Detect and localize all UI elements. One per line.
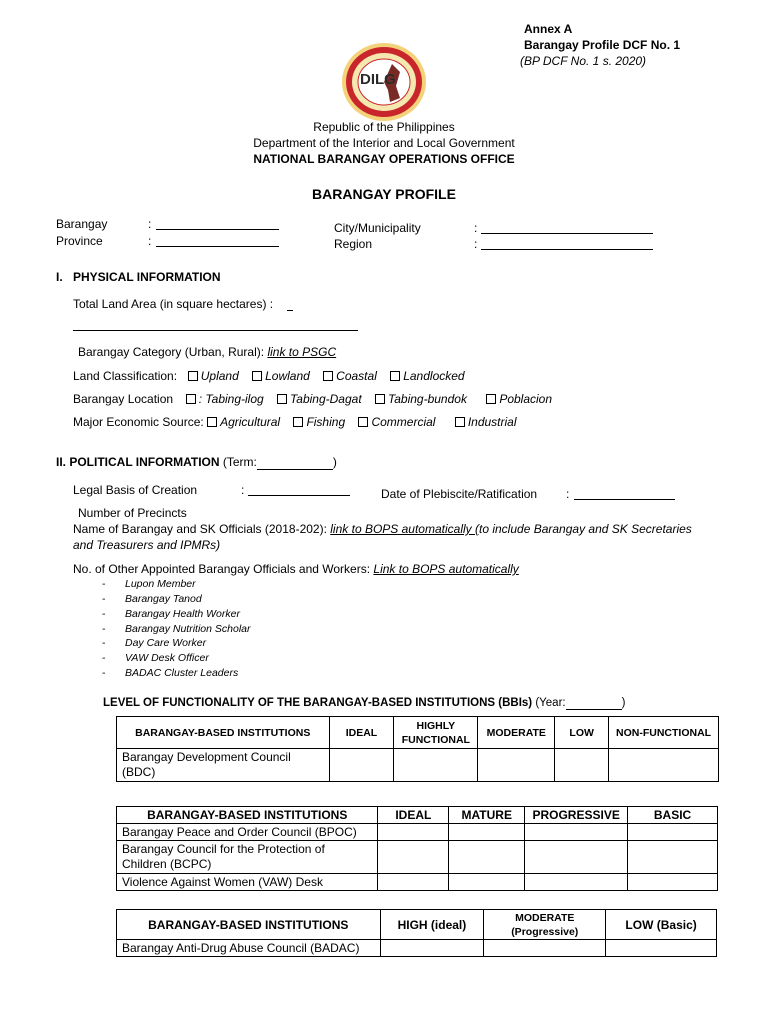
column-header: BASIC [628, 807, 718, 824]
section1-heading: PHYSICAL INFORMATION [73, 270, 221, 284]
economic-label: Major Economic Source: [73, 415, 204, 429]
precincts-label: Number of Precincts [78, 506, 187, 520]
column-header: BARANGAY-BASED INSTITUTIONS [117, 910, 381, 940]
province-field[interactable] [156, 246, 279, 247]
land-area-label: Total Land Area (in square hectares) : [73, 297, 274, 311]
rating-cell[interactable] [606, 940, 717, 957]
checkbox-icon[interactable] [188, 371, 198, 381]
column-header: PROGRESSIVE [525, 807, 628, 824]
checkbox-icon[interactable] [455, 417, 465, 427]
header-department: Department of the Interior and Local Government [253, 136, 515, 150]
city-colon: : [474, 221, 478, 235]
plebiscite-colon: : [566, 487, 570, 501]
list-item: - Day Care Worker [102, 637, 207, 649]
rating-cell[interactable] [555, 749, 609, 782]
checkbox-icon[interactable] [323, 371, 333, 381]
dilg-seal-logo [340, 42, 428, 122]
column-header: MODERATE (Progressive) [484, 910, 606, 940]
location-label: Barangay Location [73, 392, 174, 406]
table-header-row [117, 807, 718, 824]
appointed-link[interactable]: Link to BOPS automatically [373, 562, 519, 576]
location-poblacion[interactable]: Poblacion [486, 392, 552, 406]
form-series: (BP DCF No. 1 s. 2020) [520, 54, 647, 68]
economic-row [73, 415, 527, 429]
list-item: - Lupon Member [102, 578, 196, 590]
rating-cell[interactable] [525, 874, 628, 891]
barangay-label: Barangay [56, 217, 108, 231]
land-class-landlocked[interactable]: Landlocked [390, 369, 464, 383]
plebiscite-label: Date of Plebiscite/Ratification [381, 487, 538, 501]
page-title: BARANGAY PROFILE [312, 186, 456, 202]
checkbox-icon[interactable] [252, 371, 262, 381]
section2-heading: II. POLITICAL INFORMATION [56, 455, 220, 469]
psgc-link[interactable]: link to PSGC [267, 345, 337, 359]
table-row [117, 940, 717, 957]
province-colon: : [148, 234, 152, 248]
checkbox-icon[interactable] [186, 394, 196, 404]
rating-cell[interactable] [525, 841, 628, 874]
plebiscite-field[interactable] [574, 499, 675, 500]
year-close: ) [621, 697, 626, 709]
economic-fishing[interactable]: Fishing [293, 415, 345, 429]
section2-heading-row [56, 455, 337, 470]
term-field[interactable] [257, 455, 333, 470]
column-header: MATURE [449, 807, 525, 824]
header-republic: Republic of the Philippines [313, 120, 455, 134]
region-label: Region [334, 237, 373, 251]
checkbox-icon[interactable] [207, 417, 217, 427]
checkbox-icon[interactable] [375, 394, 385, 404]
checkbox-icon[interactable] [486, 394, 496, 404]
bbi-heading-row [103, 697, 625, 710]
rating-cell[interactable] [449, 874, 525, 891]
list-item: - Barangay Health Worker [102, 608, 240, 620]
column-header: MODERATE [478, 717, 555, 749]
rating-cell[interactable] [628, 874, 718, 891]
annex-label: Annex A [524, 22, 573, 36]
category-label: Barangay Category (Urban, Rural): [78, 345, 265, 359]
rating-cell[interactable] [449, 824, 525, 841]
column-header: BARANGAY-BASED INSTITUTIONS [117, 717, 330, 749]
table-row [117, 874, 718, 891]
location-row [73, 392, 562, 406]
city-field[interactable] [481, 233, 653, 234]
location-tabing-dagat[interactable]: Tabing-Dagat [277, 392, 362, 406]
term-close: ) [332, 455, 337, 469]
economic-industrial[interactable]: Industrial [455, 415, 517, 429]
land-class-lowland[interactable]: Lowland [252, 369, 310, 383]
city-label: City/Municipality [334, 221, 421, 235]
table-header-row [117, 910, 717, 940]
officials-link[interactable]: link to BOPS automatically ( [330, 522, 479, 536]
table-row [117, 824, 718, 841]
bbi-table-3 [116, 909, 717, 957]
category-row [78, 345, 336, 359]
rating-cell[interactable] [628, 841, 718, 874]
location-tabing-ilog[interactable]: : Tabing-ilog [186, 392, 264, 406]
rating-cell[interactable] [378, 874, 449, 891]
year-field[interactable] [566, 697, 622, 710]
term-label: (Term: [222, 455, 257, 469]
list-item: - VAW Desk Officer [102, 652, 209, 664]
location-tabing-bundok[interactable]: Tabing-bundok [375, 392, 467, 406]
column-header: HIGH (ideal) [380, 910, 484, 940]
institution-cell: Barangay Anti-Drug Abuse Council (BADAC) [117, 940, 381, 957]
officials-note-1: to include Barangay and SK Secretaries [479, 522, 692, 536]
legal-basis-colon: : [241, 483, 245, 497]
column-header: BARANGAY-BASED INSTITUTIONS [117, 807, 378, 824]
land-area-field[interactable] [73, 330, 358, 331]
checkbox-icon[interactable] [390, 371, 400, 381]
rating-cell[interactable] [394, 749, 478, 782]
land-area-stub [287, 310, 293, 311]
legal-basis-field[interactable] [248, 495, 350, 496]
column-header: HIGHLY FUNCTIONAL [394, 717, 478, 749]
table-header-row [117, 717, 719, 749]
column-header: NON-FUNCTIONAL [609, 717, 719, 749]
institution-cell: Barangay Peace and Order Council (BPOC) [117, 824, 378, 841]
land-class-upland[interactable]: Upland [188, 369, 239, 383]
list-item: - BADAC Cluster Leaders [102, 667, 239, 679]
rating-cell[interactable] [380, 940, 484, 957]
province-label: Province [56, 234, 103, 248]
land-class-label: Land Classification: [73, 369, 178, 383]
header-office: NATIONAL BARANGAY OPERATIONS OFFICE [253, 152, 515, 166]
economic-agricultural[interactable]: Agricultural [207, 415, 280, 429]
land-class-row [73, 369, 475, 383]
barangay-colon: : [148, 217, 152, 231]
rating-cell[interactable] [449, 841, 525, 874]
table-row [117, 841, 718, 874]
table-row [117, 749, 719, 782]
bbi-heading: LEVEL OF FUNCTIONALITY OF THE BARANGAY-BASED INSTITUTIONS (BBIs) [103, 697, 533, 709]
appointed-row [73, 562, 519, 576]
officials-text: Name of Barangay and SK Officials (2018-202): [73, 522, 327, 536]
officials-note-2: and Treasurers and IPMRs) [73, 538, 221, 552]
rating-cell[interactable] [525, 824, 628, 841]
bbi-table-2 [116, 806, 718, 891]
rating-cell[interactable] [329, 749, 394, 782]
rating-cell[interactable] [378, 824, 449, 841]
list-item: - Barangay Nutrition Scholar [102, 623, 251, 635]
region-field[interactable] [481, 249, 653, 250]
institution-cell: Barangay Council for the Protection of Children (BCPC) [117, 841, 378, 874]
section1-number: I. [56, 270, 63, 284]
list-item: - Barangay Tanod [102, 593, 202, 605]
seal-text: DILG [360, 71, 396, 88]
checkbox-icon[interactable] [277, 394, 287, 404]
rating-cell[interactable] [484, 940, 606, 957]
officials-row [73, 522, 692, 536]
checkbox-icon[interactable] [293, 417, 303, 427]
institution-cell: Violence Against Women (VAW) Desk [117, 874, 378, 891]
column-header: LOW (Basic) [606, 910, 717, 940]
checkbox-icon[interactable] [358, 417, 368, 427]
column-header: IDEAL [329, 717, 394, 749]
rating-cell[interactable] [628, 824, 718, 841]
form-number: Barangay Profile DCF No. 1 [524, 38, 681, 52]
land-class-coastal[interactable]: Coastal [323, 369, 377, 383]
appointed-text: No. of Other Appointed Barangay Officials and Workers: [73, 562, 371, 576]
rating-cell[interactable] [609, 749, 719, 782]
column-header: LOW [555, 717, 609, 749]
region-colon: : [474, 237, 478, 251]
rating-cell[interactable] [478, 749, 555, 782]
institution-cell: Barangay Development Council (BDC) [117, 749, 330, 782]
bbi-table-1 [116, 716, 719, 782]
rating-cell[interactable] [378, 841, 449, 874]
column-header: IDEAL [378, 807, 449, 824]
legal-basis-label: Legal Basis of Creation [73, 483, 198, 497]
barangay-field[interactable] [156, 229, 279, 230]
economic-commercial[interactable]: Commercial [358, 415, 435, 429]
year-label: (Year: [535, 697, 566, 709]
